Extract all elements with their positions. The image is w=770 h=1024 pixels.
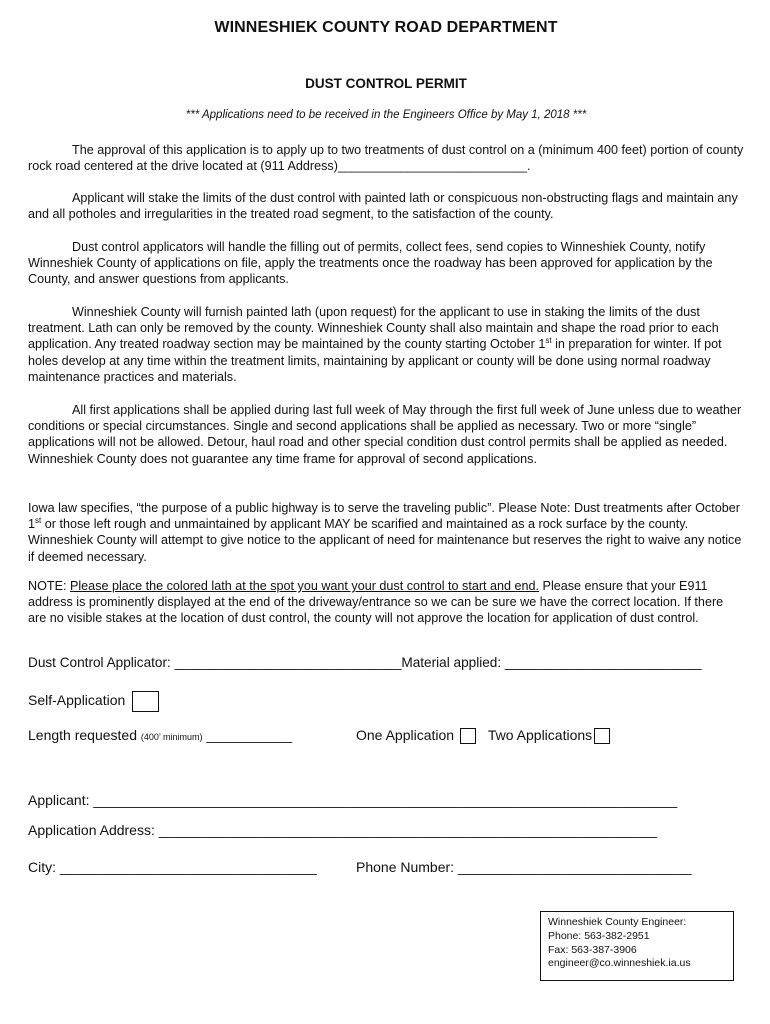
permit-title: DUST CONTROL PERMIT bbox=[305, 76, 467, 91]
contact-phone: Phone: 563-382-2951 bbox=[548, 929, 650, 942]
one-application-label: One Application bbox=[356, 727, 455, 743]
note-rest: Please ensure that your E911 address is prominently displayed at the end of the driveway/entrance so we can be sure we have the correct location. If there are no visible stakes at the location of dust control, the county will not approve the location for application of dust control. bbox=[28, 579, 724, 626]
length-minimum-note: (400’ minimum) bbox=[140, 732, 203, 742]
applicator-field[interactable]: Dust Control Applicator: ______________________________ bbox=[28, 655, 402, 670]
application-count-row bbox=[356, 727, 610, 744]
length-label: Length requested bbox=[28, 727, 141, 743]
city-field[interactable]: City: _________________________________ bbox=[28, 859, 317, 875]
iowa-law-text-b: or those left rough and unmaintained by applicant MAY be scarified and maintained as a rock surface by the county. Winneshiek County will attempt to give notice to the applicant of need for maintenance but reserves the right to waive any notice if deemed necessary. bbox=[28, 517, 742, 564]
length-row bbox=[28, 727, 292, 743]
contact-email[interactable]: engineer@co.winneshiek.ia.us bbox=[548, 957, 691, 970]
length-field[interactable]: ___________ bbox=[202, 727, 293, 743]
applicator-material-row bbox=[28, 655, 701, 670]
self-application-label: Self-Application bbox=[28, 692, 126, 709]
two-applications-label: Two Applications bbox=[487, 727, 593, 743]
iowa-law-superscript: st bbox=[35, 516, 42, 526]
deadline-notice: *** Applications need to be received in the Engineers Office by May 1, 2018 *** bbox=[185, 109, 587, 121]
paragraph-lath bbox=[28, 304, 744, 385]
contact-title: Winneshiek County Engineer: bbox=[548, 916, 687, 928]
lath-text-b: in preparation for winter. If pot holes develop at any time within the treatment limits, maintaining by applicant or county will be done using normal roadway maintenance practices and materials. bbox=[28, 337, 722, 384]
iowa-law-text-a: Iowa law specifies, “the purpose of a public highway is to serve the traveling public”. Please Note: Dust treatments after October 1 bbox=[28, 501, 740, 532]
material-field[interactable]: Material applied: __________________________ bbox=[401, 655, 702, 670]
applicant-field[interactable]: Applicant: ___________________________________________________________________________ bbox=[28, 792, 678, 808]
lath-superscript: st bbox=[545, 336, 552, 346]
phone-number-field[interactable]: Phone Number: ______________________________ bbox=[356, 859, 692, 875]
note-prefix: NOTE: bbox=[28, 579, 70, 593]
contact-fax: Fax: 563-387-3906 bbox=[548, 943, 637, 956]
note-underlined: Please place the colored lath at the spot you want your dust control to start and end. bbox=[69, 579, 540, 593]
application-address-field[interactable]: Application Address: ________________________________________________________________ bbox=[28, 822, 658, 838]
paragraph-first-applications: All first applications shall be applied during last full week of May through the first full week of June unless due to weather conditions or special circumstances. Single and second applications shall be applied as necessary. Two or more “single” applications will not be allowed. Detour, haul road and other special condition dust control permits shall be applied as needed. Winneshiek County does not guarantee any time frame for approval of second applications. bbox=[28, 403, 742, 466]
two-applications-checkbox[interactable] bbox=[594, 728, 610, 744]
one-application-checkbox[interactable] bbox=[460, 728, 476, 744]
paragraph-note bbox=[28, 578, 744, 627]
self-application-row bbox=[28, 691, 159, 712]
engineer-contact-box bbox=[540, 911, 734, 981]
paragraph-approval: The approval of this application is to apply up to two treatments of dust control on a (minimum 400 feet) portion of county rock road centered at the drive located at (911 Address)___________________________. bbox=[28, 143, 744, 174]
department-title: WINNESHIEK COUNTY ROAD DEPARTMENT bbox=[214, 19, 558, 36]
paragraph-iowa-law bbox=[28, 500, 744, 565]
self-application-checkbox[interactable] bbox=[132, 691, 159, 712]
paragraph-applicators: Dust control applicators will handle the filling out of permits, collect fees, send copies to Winneshiek County, notify Winneshiek County of applications on file, apply the treatments once the roadway has been approved for application by the County, and answer questions from applicants. bbox=[28, 240, 713, 287]
lath-text-a: Winneshiek County will furnish painted lath (upon request) for the applicant to use in staking the limits of the dust treatment. Lath can only be removed by the county. Winneshiek County shall also maintain and shape the road prior to each application. Any treated roadway section may be maintained by the county starting October 1 bbox=[28, 305, 719, 352]
paragraph-staking: Applicant will stake the limits of the dust control with painted lath or conspicuous non-obstructing flags and maintain any and all potholes and irregularities in the treated road segment, to the satisfaction of the county. bbox=[28, 191, 738, 222]
